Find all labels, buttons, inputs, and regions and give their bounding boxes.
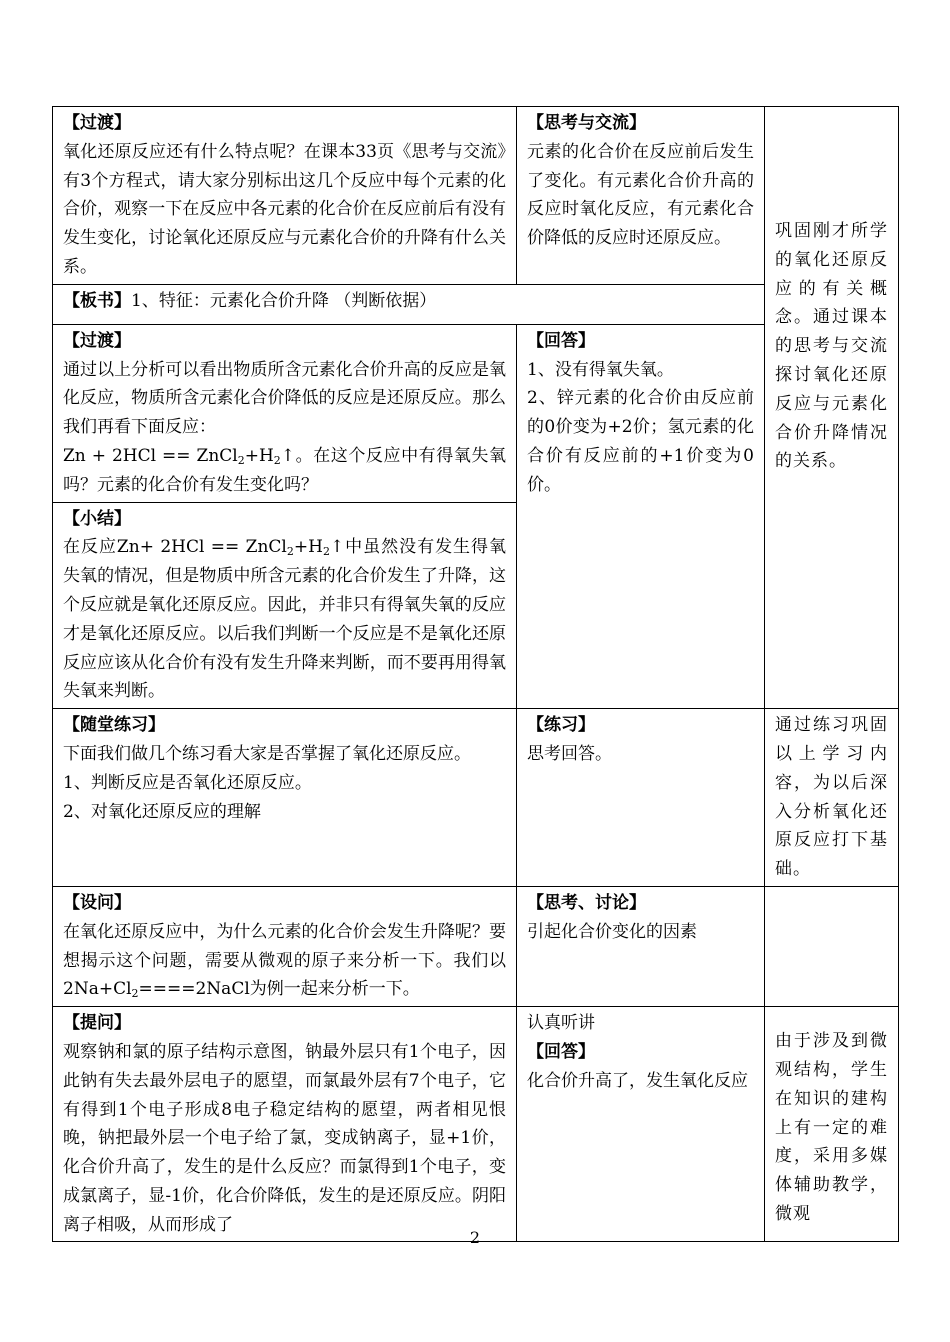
equation-text: $Zn + 2HCl == ZnCl_2+H_2↑$。在这个反应中有得氧失氧吗？元素的化合价有发生变化吗？ <box>63 445 506 495</box>
section-heading: 【板书】 <box>63 290 131 311</box>
section-heading: 【回答】 <box>527 1041 595 1062</box>
teacher-activity-cell <box>53 502 517 709</box>
student-activity-cell <box>517 886 765 1006</box>
summary-text: 在反应$Zn+ 2HCl == ZnCl_2+H_2↑$中虽然没有发生得氧失氧的情况，但是物质中所含元素的化合价发生了升降，这个反应就是氧化还原反应。因此，并非只有得氧失氧的反应才是氧化还原反应。以后我们判断一个反应是不是氧化还原反应应该从化合价有没有发生升降来判断，而不要再用得氧失氧来判断。 <box>63 537 507 702</box>
section-heading: 【随堂练习】 <box>63 715 165 736</box>
teacher-activity-cell <box>53 324 517 502</box>
student-text: 元素的化合价在反应前后发生了变化。有元素化合价升高的反应时氧化反应，有元素化合价降低的反应时还原反应。 <box>527 141 754 249</box>
design-intent-cell <box>765 107 899 709</box>
design-intent-cell <box>765 709 899 887</box>
table-row <box>53 886 899 1006</box>
section-heading: 【过渡】 <box>63 113 131 133</box>
design-text: 通过练习巩固以上学习内容，为以后深入分析氧化还原反应打下基础。 <box>775 715 888 880</box>
section-heading: 【回答】 <box>527 330 595 351</box>
teacher-activity-cell <box>53 1007 517 1242</box>
lesson-plan-table <box>52 106 899 1242</box>
table-row <box>53 709 899 887</box>
teacher-activity-cell <box>53 709 517 887</box>
student-activity-cell <box>517 107 765 285</box>
design-text: 由于涉及到微观结构，学生在知识的建构上有一定的难度，采用多媒体辅助教学，微观 <box>775 1031 888 1224</box>
page-number: 2 <box>469 1228 481 1247</box>
section-heading: 【设问】 <box>63 892 131 913</box>
design-intent-cell <box>765 886 899 1006</box>
student-text: 引起化合价变化的因素 <box>527 921 697 942</box>
student-activity-cell <box>517 324 765 708</box>
section-heading: 【提问】 <box>63 1013 131 1034</box>
question-text: 在氧化还原反应中，为什么元素的化合价会发生升降呢？要想揭示这个问题，需要从微观的原子来分析一下。我们以$2Na+Cl_2====2NaCl$为例一起来分析一下。 <box>63 921 506 1001</box>
teacher-text: 观察钠和氯的原子结构示意图，钠最外层只有1个电子，因此钠有失去最外层电子的愿望，而氯最外层有7个电子，它有得到1个电子形成8电子稳定结构的愿望，两者相见恨晚，钠把最外层一个电子给了氯，变成钠离子，显+1价，化合价升高了，发生的是什么反应？而氯得到1个电子，变成氯离子，显-1价，化合价降低，发生的是还原反应。阴阳离子相吸，从而形成了 <box>63 1041 506 1235</box>
section-heading: 【小结】 <box>63 508 131 529</box>
teacher-text: 下面我们做几个练习看大家是否掌握了氧化还原反应。 <box>63 743 471 764</box>
teacher-text: 通过以上分析可以看出物质所含元素化合价升高的反应是氧化反应，物质所含元素化合价降低的反应是还原反应。那么我们再看下面反应： <box>63 359 506 438</box>
board-text: 1、特征：元素化合价升降 （判断依据） <box>131 290 437 311</box>
section-heading: 【思考、讨论】 <box>527 892 646 913</box>
section-heading: 【练习】 <box>527 715 595 736</box>
answer-line: 1、没有得氧失氧。 <box>527 359 674 380</box>
table-row <box>53 107 899 285</box>
board-cell <box>53 284 765 324</box>
teacher-activity-cell <box>53 886 517 1006</box>
exercise-item: 2、对氧化还原反应的理解 <box>63 801 261 822</box>
answer-line: 2、锌元素的化合价由反应前的0价变为+2价；氢元素的化合价有反应前的+1价变为0价。 <box>527 388 754 495</box>
section-heading: 【思考与交流】 <box>527 113 646 133</box>
table-row <box>53 1007 899 1242</box>
teacher-activity-cell <box>53 107 517 285</box>
exercise-item: 1、判断反应是否氧化还原反应。 <box>63 772 312 793</box>
design-text: 巩固刚才所学的氧化还原反应的有关概念。通过课本的思考与交流探讨氧化还原反应与元素化合价升降情况的关系。 <box>775 221 888 472</box>
student-activity-cell <box>517 709 765 887</box>
design-intent-cell <box>765 1007 899 1242</box>
section-heading: 【过渡】 <box>63 330 131 351</box>
teacher-text: 氧化还原反应还有什么特点呢？在课本33页《思考与交流》有3个方程式，请大家分别标出这几个反应中每个元素的化合价，观察一下在反应中各元素的化合价在反应前后有没有发生变化，讨论氧化还原反应与元素化合价的升降有什么关系。 <box>63 141 506 277</box>
student-text: 思考回答。 <box>527 743 612 764</box>
student-text: 认真听讲 <box>527 1013 595 1034</box>
student-activity-cell <box>517 1007 765 1242</box>
student-text: 化合价升高了，发生氧化反应 <box>527 1070 748 1091</box>
